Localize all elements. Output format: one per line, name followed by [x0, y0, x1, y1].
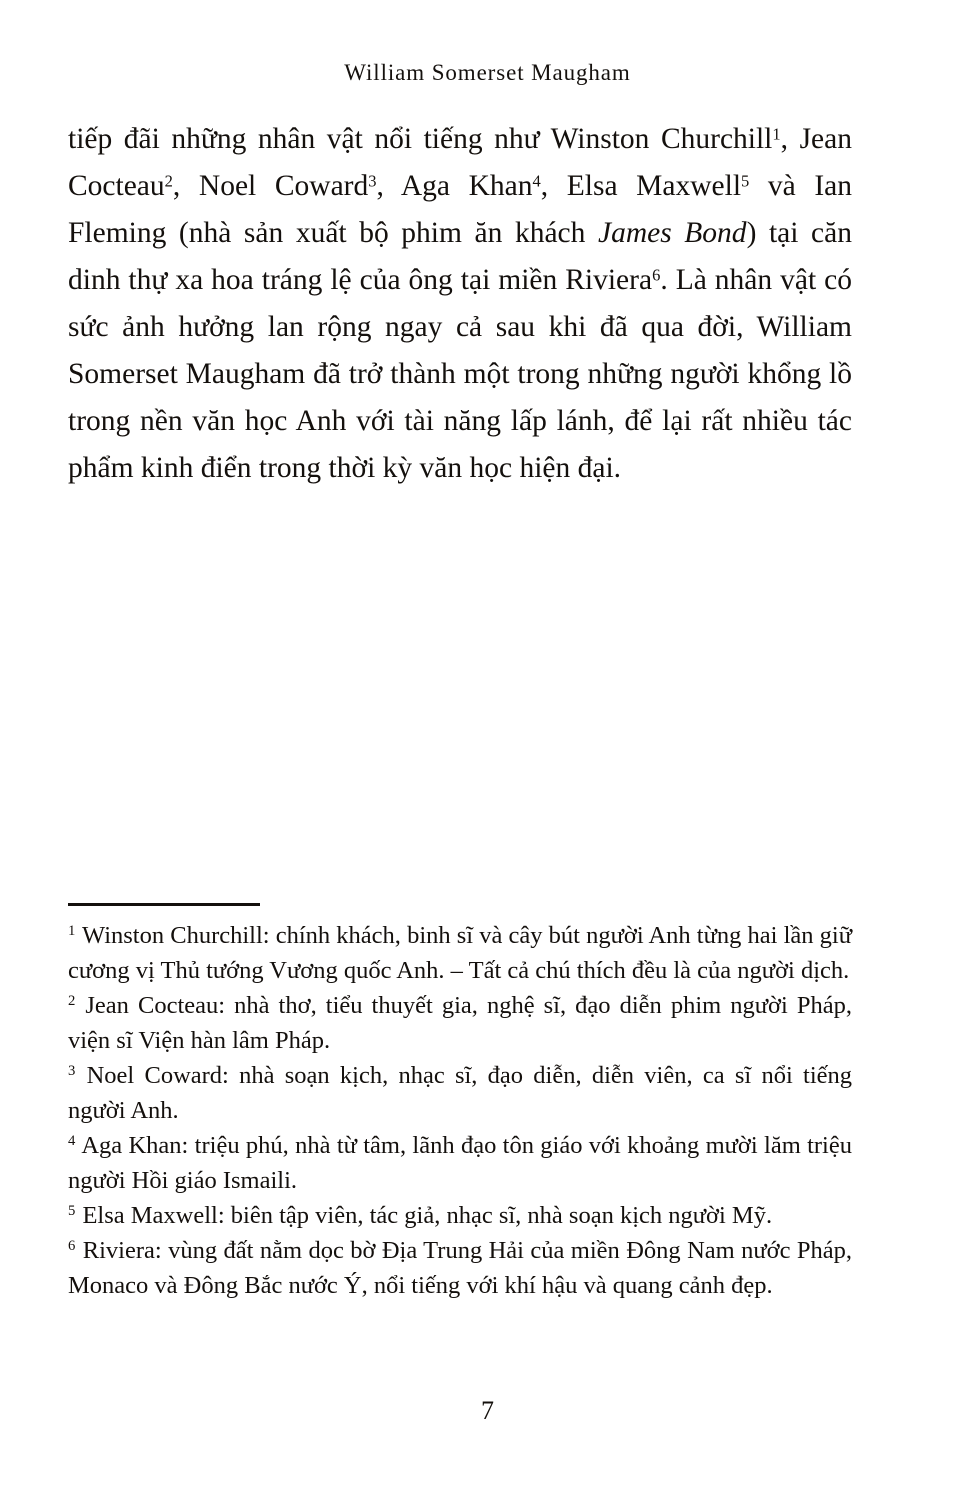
- footnote-number-6: 6: [68, 1237, 76, 1254]
- footnote-4: [68, 1128, 852, 1198]
- footnote-text: Noel Coward: nhà soạn kịch, nhạc sĩ, đạo diễn, diễn viên, ca sĩ nổi tiếng người Anh.: [68, 1062, 852, 1124]
- footnote-reference-5[interactable]: 5: [741, 171, 750, 191]
- footnote-number-2: 2: [68, 992, 76, 1009]
- footnote-text: Elsa Maxwell: biên tập viên, tác giả, nhạc sĩ, nhà soạn kịch người Mỹ.: [76, 1202, 773, 1229]
- footnote-number-3: 3: [68, 1062, 76, 1079]
- footnote-5: [68, 1198, 852, 1233]
- body-text-block: [68, 116, 852, 492]
- footnote-text: Aga Khan: triệu phú, nhà từ tâm, lãnh đạo tôn giáo với khoảng mười lăm triệu người Hồi giáo Ismaili.: [68, 1132, 852, 1194]
- body-paragraph: tiếp đãi những nhân vật nổi tiếng như Winston Churchill$^1$, Jean Cocteau$^2$, Noel Coward$^3$, Aga Khan$^4$, Elsa Maxwell$^5$ và Ian Fleming (nhà sản xuất bộ phim ăn khách James Bond) tại căn dinh thự xa hoa tráng lệ của ông tại miền Riviera$^6$. Là nhân vật có sức ảnh hưởng lan rộng ngay cả sau khi đã qua đời, William Somerset Maugham đã trở thành một trong những người khổng lồ trong nền văn học Anh với tài năng lấp lánh, để lại rất nhiều tác phẩm kinh điển trong thời kỳ văn học hiện đại.: [68, 123, 853, 484]
- footnote-text: Jean Cocteau: nhà thơ, tiểu thuyết gia, nghệ sĩ, đạo diễn phim người Pháp, viện sĩ Viện hàn lâm Pháp.: [68, 992, 852, 1054]
- running-head: William Somerset Maugham: [344, 60, 631, 85]
- footnote-reference-4[interactable]: 4: [532, 171, 541, 191]
- footnote-3: [68, 1058, 852, 1128]
- footnote-6: [68, 1233, 852, 1303]
- footnote-text: Riviera: vùng đất nằm dọc bờ Địa Trung Hải của miền Đông Nam nước Pháp, Monaco và Đông Bắc nước Ý, nổi tiếng với khí hậu và quang cảnh đẹp.: [68, 1237, 852, 1299]
- footnote-separator-rule: [68, 903, 260, 906]
- footnotes-block: [68, 918, 852, 1303]
- footnote-number-5: 5: [68, 1202, 76, 1219]
- footnote-2: [68, 988, 852, 1058]
- footnote-reference-3[interactable]: 3: [368, 171, 377, 191]
- footnote-number-1: 1: [68, 922, 76, 939]
- footnote-1: [68, 918, 852, 988]
- page-number: 7: [481, 1396, 494, 1425]
- footnote-reference-1[interactable]: 1: [772, 124, 781, 144]
- italic-title: James Bond: [597, 217, 747, 249]
- footnote-reference-2[interactable]: 2: [164, 171, 173, 191]
- footnote-number-4: 4: [68, 1132, 76, 1149]
- footnote-reference-6[interactable]: 6: [652, 265, 661, 285]
- footnote-text: Winston Churchill: chính khách, binh sĩ và cây bút người Anh từng hai lần giữ cương vị Thủ tướng Vương quốc Anh. – Tất cả chú thích đều là của người dịch.: [68, 922, 852, 984]
